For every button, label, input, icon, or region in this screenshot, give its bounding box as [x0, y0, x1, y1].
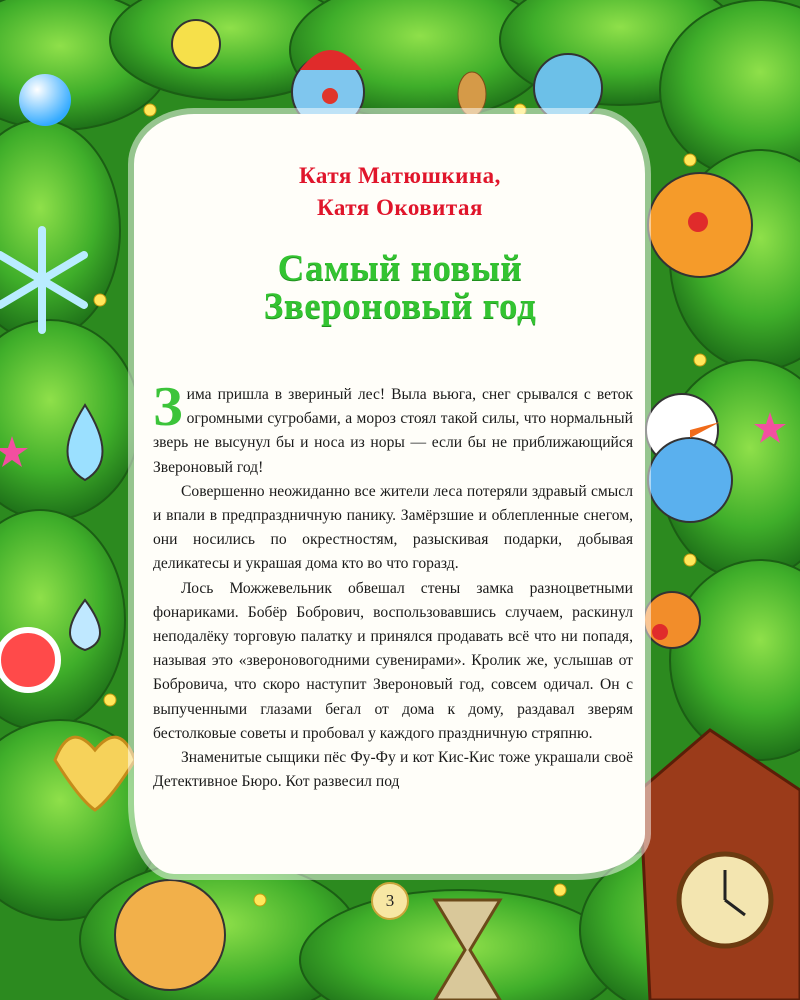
drop-cap: З	[153, 376, 183, 438]
paragraph-2: Совершенно неожиданно все жители леса потеряли здравый смысл и впали в предпраздничную панику. Замёрзшие и облепленные снегом, они носились по окрестностям, разыскивая подарки, добывая деликатесы и украшая дома кто во что горазд.	[153, 482, 633, 573]
authors	[0, 160, 800, 224]
title-line-2: Звероновый год	[263, 286, 537, 327]
author-2: Катя Оковитая	[317, 195, 483, 220]
title-line-1: Самый новый	[277, 248, 523, 289]
author-1: Катя Матюшкина,	[299, 163, 501, 188]
paragraph-4: Знаменитые сыщики пёс Фу-Фу и кот Кис-Кис тоже украшали своё Детективное Бюро. Кот развесил под	[153, 749, 633, 791]
story-title	[0, 250, 800, 326]
story-text	[153, 376, 633, 794]
paragraph-1-text: има пришла в звериный лес! Выла вьюга, снег срывался с веток огромными сугробами, а мороз стоял такой силы, что нормальный зверь не высунул бы и носа из норы — если бы не приближающийся Звероновый год!	[153, 386, 633, 476]
paragraph-3: Лось Можжевельник обвешал стены замка разноцветными фонариками. Бобёр Бобрович, воспользовавшись случаем, раскинул неподалёку торговую палатку и принялся продавать всё что ни попадя, называя это «звероновогодними сувенирами». Кролик же, услышав от Бобровича, что скоро наступит Звероновый год, совсем одичал. Он с выпученными глазами бегал от дома к дому, раздавал зверям бестолковые советы и пробовал у каждого праздничную стряпню.	[153, 579, 633, 742]
page-number: 3	[371, 882, 409, 920]
paragraph-1	[153, 376, 633, 480]
